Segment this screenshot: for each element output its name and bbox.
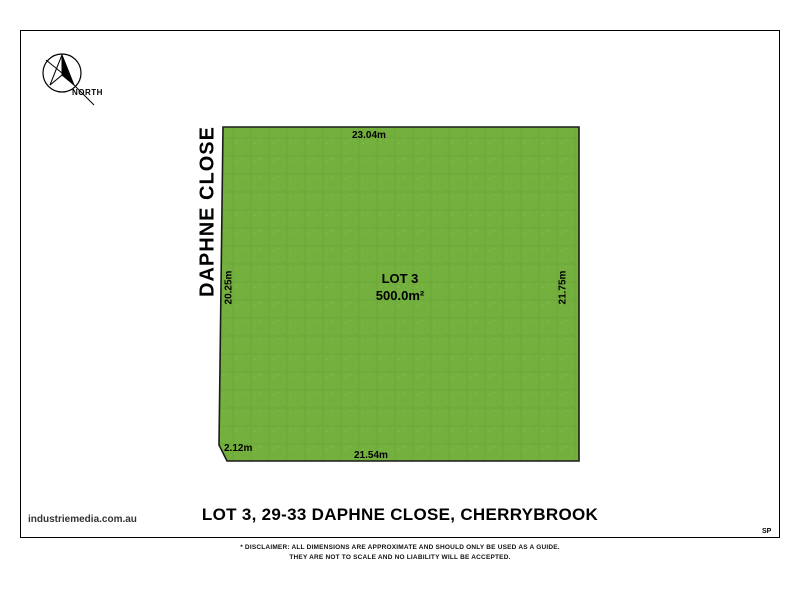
dimension-corner: 2.12m (224, 443, 253, 454)
branding-label: industriemedia.com.au (28, 514, 137, 525)
north-compass-icon (32, 48, 142, 118)
sp-mark-label: SP (762, 528, 772, 535)
disclaimer-line-1: * DISCLAIMER: ALL DIMENSIONS ARE APPROXIMATE AND SHOULD ONLY BE USED AS A GUIDE. (240, 544, 560, 551)
street-name-label: DAPHNE CLOSE (196, 126, 219, 297)
lot-number-label: LOT 3 (381, 271, 419, 286)
lot-area-label: 500.0m² (375, 288, 425, 303)
dimension-left: 20.25m (223, 270, 235, 305)
dimension-top: 23.04m (352, 130, 386, 141)
dimension-right: 21.75m (557, 270, 569, 305)
north-label: NORTH (72, 88, 103, 97)
disclaimer (20, 543, 780, 563)
disclaimer-line-2: THEY ARE NOT TO SCALE AND NO LIABILITY WILL BE ACCEPTED. (289, 554, 511, 561)
page-title: LOT 3, 29-33 DAPHNE CLOSE, CHERRYBROOK (201, 505, 599, 524)
dimension-bottom: 21.54m (354, 450, 388, 461)
